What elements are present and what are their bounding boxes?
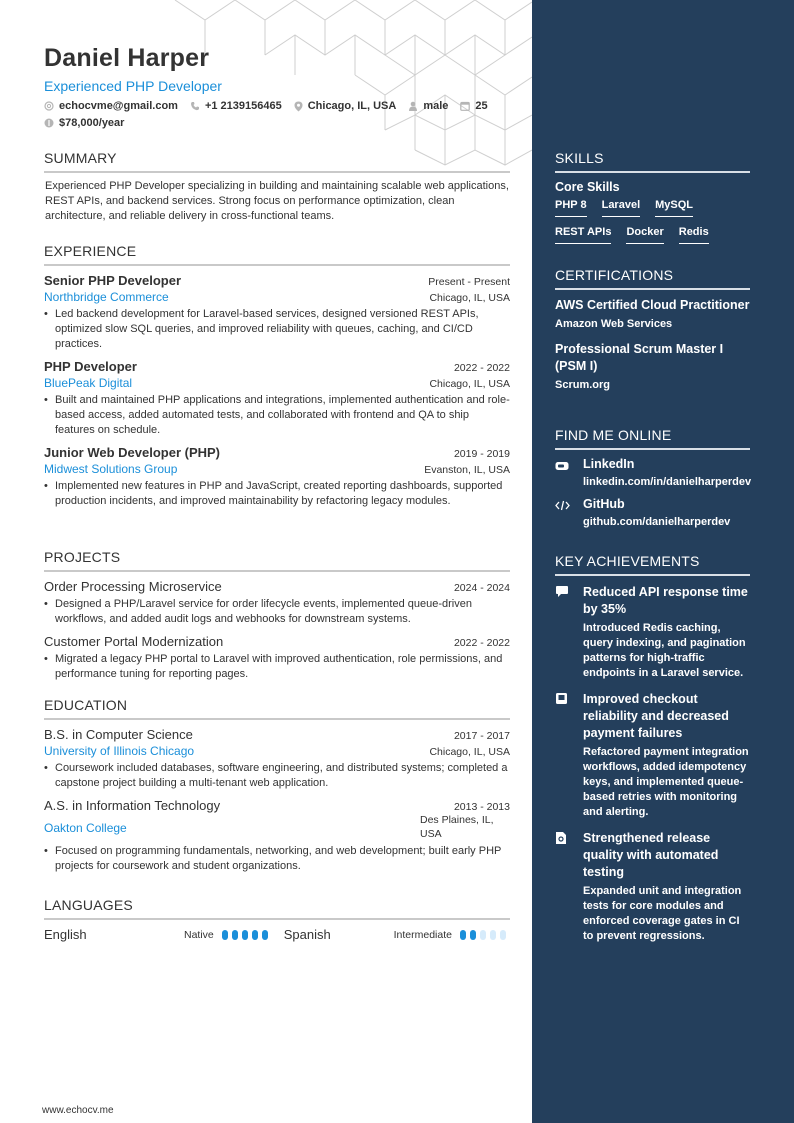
contact-gender — [408, 99, 448, 113]
location-text: Chicago, IL, USA — [307, 100, 397, 112]
language-rating — [222, 930, 272, 940]
job-bullet: • Built and maintained PHP applications and integrations, implemented authentication and role-based access, added automated tests, and collaborated with frontend and QA to ship features on schedule. — [44, 394, 510, 436]
achievement-desc: Introduced Redis caching, query indexing, and pagination patterns for high-traffic endpoints in a Laravel service. — [583, 622, 746, 679]
project-date: 2022 - 2022 — [453, 637, 510, 649]
rating-dot — [242, 930, 248, 940]
certifications-section — [555, 267, 750, 391]
linkedin-icon — [555, 461, 569, 471]
company-name: Northbridge Commerce — [44, 290, 169, 304]
document-icon — [555, 831, 567, 845]
job-location: Evanston, IL, USA — [424, 464, 510, 476]
school-location: Chicago, IL, USA — [429, 746, 510, 758]
education-date: 2017 - 2017 — [453, 730, 510, 742]
experience-item — [44, 445, 510, 509]
project-item — [44, 579, 510, 627]
rating-dot — [232, 930, 238, 940]
language-name: English — [44, 927, 87, 942]
language-level: Native — [184, 928, 214, 941]
education-bullet: • Focused on programming fundamentals, networking, and web development; built early PHP projects for coursework and student organizations. — [44, 845, 502, 872]
job-bullet: • Implemented new features in PHP and JavaScript, created reporting dashboards, supported production incidents, and improved maintainability by refactoring legacy modules. — [44, 480, 503, 507]
rating-dot — [490, 930, 496, 940]
job-date: 2022 - 2022 — [453, 362, 510, 374]
link-url[interactable]: linkedin.com/in/danielharperdev — [583, 476, 752, 488]
cert-org: Amazon Web Services — [555, 318, 673, 330]
education-date: 2013 - 2013 — [453, 801, 510, 813]
school-location: Des Plaines, IL, USA — [420, 814, 494, 840]
achievement-title: Improved checkout reliability and decreased payment failures — [583, 692, 729, 740]
summary-text: Experienced PHP Developer specializing in building and maintaining scalable web applications, REST APIs, and backend services. Strong focus on performance optimization, clean architecture, and reliable delivery in cross-functional teams. — [45, 180, 509, 222]
salary-text: $78,000/year — [59, 117, 125, 129]
rating-dot — [222, 930, 228, 940]
code-icon — [555, 500, 570, 511]
book-icon — [555, 692, 568, 705]
location-pin-icon — [294, 101, 303, 112]
company-name: Midwest Solutions Group — [44, 462, 178, 476]
skills-heading: SKILLS — [555, 150, 750, 173]
skill-tag: Redis — [679, 226, 709, 244]
language-item — [284, 927, 510, 942]
education-heading: EDUCATION — [44, 697, 510, 720]
language-level: Intermediate — [393, 928, 452, 941]
contact-salary — [44, 116, 124, 130]
job-date: 2019 - 2019 — [453, 448, 510, 460]
education-bullet: • Coursework included databases, software engineering, and distributed systems; completed a capstone project building a multi-tenant web application. — [44, 762, 508, 789]
project-date: 2024 - 2024 — [453, 582, 510, 594]
speech-bubble-icon — [555, 585, 569, 598]
achievement-title: Reduced API response time by 35% — [583, 585, 748, 616]
school-name: University of Illinois Chicago — [44, 744, 195, 758]
rating-dot — [460, 930, 466, 940]
cert-name: Professional Scrum Master I (PSM I) — [555, 342, 724, 373]
degree: A.S. in Information Technology — [44, 798, 221, 813]
education-section — [44, 697, 510, 874]
education-item — [44, 727, 510, 791]
skill-tag: MySQL — [655, 199, 693, 217]
cert-org: Scrum.org — [555, 379, 611, 391]
online-link-github[interactable] — [555, 497, 750, 528]
achievement-item — [555, 584, 750, 681]
contact-age — [460, 99, 487, 113]
certifications-heading: CERTIFICATIONS — [555, 267, 750, 290]
experience-item — [44, 273, 510, 352]
phone-icon — [190, 101, 200, 111]
project-title: Customer Portal Modernization — [44, 634, 224, 649]
email-text: echocvme@gmail.com — [59, 100, 178, 112]
languages-heading: LANGUAGES — [44, 897, 510, 920]
rating-dot — [470, 930, 476, 940]
person-icon — [408, 101, 418, 111]
phone-text: +1 2139156465 — [204, 100, 282, 112]
job-location: Chicago, IL, USA — [429, 378, 510, 390]
skills-section — [555, 150, 750, 253]
project-title: Order Processing Microservice — [44, 579, 222, 594]
candidate-title: Experienced PHP Developer — [44, 78, 222, 94]
languages-section — [44, 897, 510, 942]
summary-section — [44, 150, 510, 224]
education-item — [44, 798, 510, 874]
language-name: Spanish — [283, 927, 331, 942]
achievement-title: Strengthened release quality with automated testing — [583, 831, 719, 879]
school-name: Oakton College — [44, 821, 127, 835]
contact-email[interactable] — [44, 99, 178, 113]
link-url[interactable]: github.com/danielharperdev — [583, 516, 731, 528]
job-date: Present - Present — [428, 276, 510, 288]
online-heading: FIND ME ONLINE — [555, 427, 750, 450]
contact-info — [44, 99, 514, 130]
project-bullet: • Designed a PHP/Laravel service for order lifecycle events, implemented queue-driven workflows, and added audit logs and webhooks for downstream systems. — [44, 598, 472, 625]
gender-text: male — [423, 100, 449, 112]
achievement-desc: Refactored payment integration workflows, added idempotency keys, and implemented queue-based retries with monitoring and alerting. — [583, 746, 749, 818]
link-name: LinkedIn — [583, 457, 635, 471]
cert-name: AWS Certified Cloud Practitioner — [555, 298, 750, 312]
language-rating — [460, 930, 510, 940]
contact-phone[interactable] — [190, 99, 282, 113]
job-bullet: • Led backend development for Laravel-based services, designed versioned REST APIs, optimized slow SQL queries, and improved reliability with queues, caching, and CI/CD practices. — [44, 308, 479, 350]
job-location: Chicago, IL, USA — [429, 292, 510, 304]
experience-heading: EXPERIENCE — [44, 243, 510, 266]
age-text: 25 — [475, 100, 488, 112]
experience-section — [44, 243, 510, 509]
experience-item — [44, 359, 510, 438]
rating-dot — [252, 930, 258, 940]
skills-subheading: Core Skills — [555, 180, 620, 194]
contact-location — [294, 99, 397, 113]
achievements-heading: KEY ACHIEVEMENTS — [555, 553, 750, 576]
skill-tag: Laravel — [602, 199, 641, 217]
project-item — [44, 634, 510, 682]
skill-tags — [555, 199, 750, 253]
project-bullet: • Migrated a legacy PHP portal to Laravel with improved authentication, role permissions, and performance tuning for reporting pages. — [44, 653, 503, 680]
degree: B.S. in Computer Science — [44, 727, 193, 742]
link-name: GitHub — [583, 497, 625, 511]
achievements-section — [555, 553, 750, 944]
job-title: Junior Web Developer (PHP) — [44, 445, 221, 460]
company-name: BluePeak Digital — [44, 376, 133, 390]
skill-tag: REST APIs — [555, 226, 611, 244]
footer-site[interactable]: www.echocv.me — [42, 1105, 114, 1116]
candidate-name: Daniel Harper — [44, 44, 210, 72]
rating-dot — [500, 930, 506, 940]
skill-tag: PHP 8 — [555, 199, 587, 217]
header-pattern — [170, 0, 532, 170]
projects-section — [44, 549, 510, 682]
salary-icon — [44, 118, 54, 128]
job-title: Senior PHP Developer — [44, 273, 182, 288]
achievement-desc: Expanded unit and integration tests for core modules and enforced coverage gates in CI to prevent regressions. — [583, 885, 742, 942]
language-item — [44, 927, 272, 942]
online-section — [555, 427, 750, 528]
summary-heading: SUMMARY — [44, 150, 510, 173]
achievement-item — [555, 691, 750, 820]
at-icon — [44, 101, 54, 111]
online-link-linkedin[interactable] — [555, 457, 750, 488]
rating-dot — [480, 930, 486, 940]
projects-heading: PROJECTS — [44, 549, 510, 572]
skill-tag: Docker — [626, 226, 663, 244]
rating-dot — [262, 930, 268, 940]
achievement-item — [555, 830, 750, 944]
calendar-icon — [460, 101, 470, 111]
job-title: PHP Developer — [44, 359, 137, 374]
